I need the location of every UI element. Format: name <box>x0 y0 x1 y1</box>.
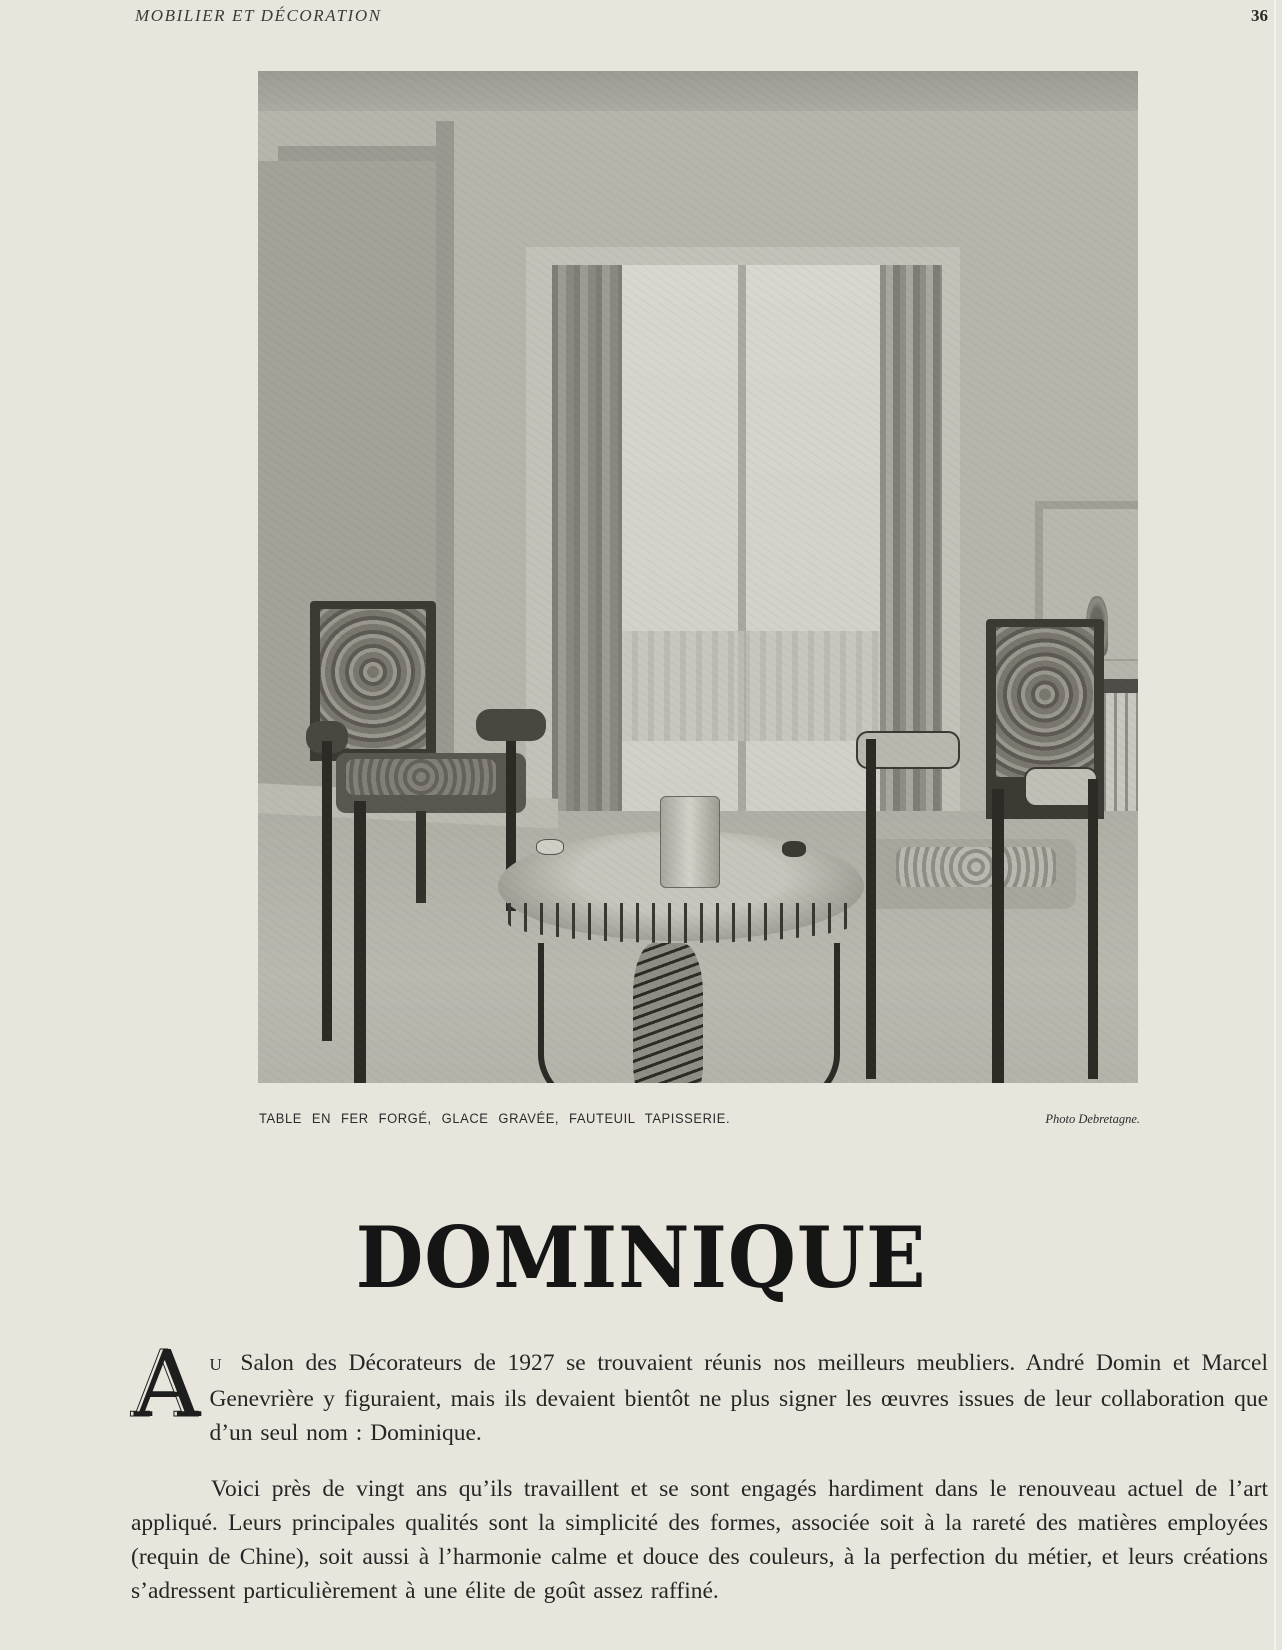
room-photograph <box>258 71 1138 1083</box>
paragraph-1-text: Salon des Décorateurs de 1927 se trouvaient réunis nos meilleurs meubliers. André Domin et Marcel Genevrière y figuraient, mais ils devaient bientôt ne plus signer les œuvres issues de leur collaboration que d’un seul nom : Dominique. <box>209 1350 1268 1446</box>
paragraph-1 <box>131 1331 1268 1450</box>
photo-credit: Photo Debretagne. <box>1045 1112 1140 1126</box>
figure-caption: TABLE EN FER FORGÉ, GLACE GRAVÉE, FAUTEUIL TAPISSERIE. <box>259 1111 731 1126</box>
page-edge <box>1274 0 1276 1650</box>
drop-cap: A <box>131 1331 198 1438</box>
page-number: 36 <box>1251 6 1268 25</box>
paragraph-2: Voici près de vingt ans qu’ils travaillent et se sont engagés hardiment dans le renouveau actuel de l’art appliqué. Leurs principales qualités sont la simplicité des formes, associée soit à la rareté des matières employées (requin de Chine), soit aussi à l’harmonie calme et douce des couleurs, à la perfection du métier, et leurs créations s’adressent particulièrement à une élite de goût assez raffiné. <box>131 1476 1268 1604</box>
article-title: DOMINIQUE <box>355 1208 927 1307</box>
lead-in: U <box>209 1355 223 1374</box>
running-title: MOBILIER ET DÉCORATION <box>135 6 382 25</box>
